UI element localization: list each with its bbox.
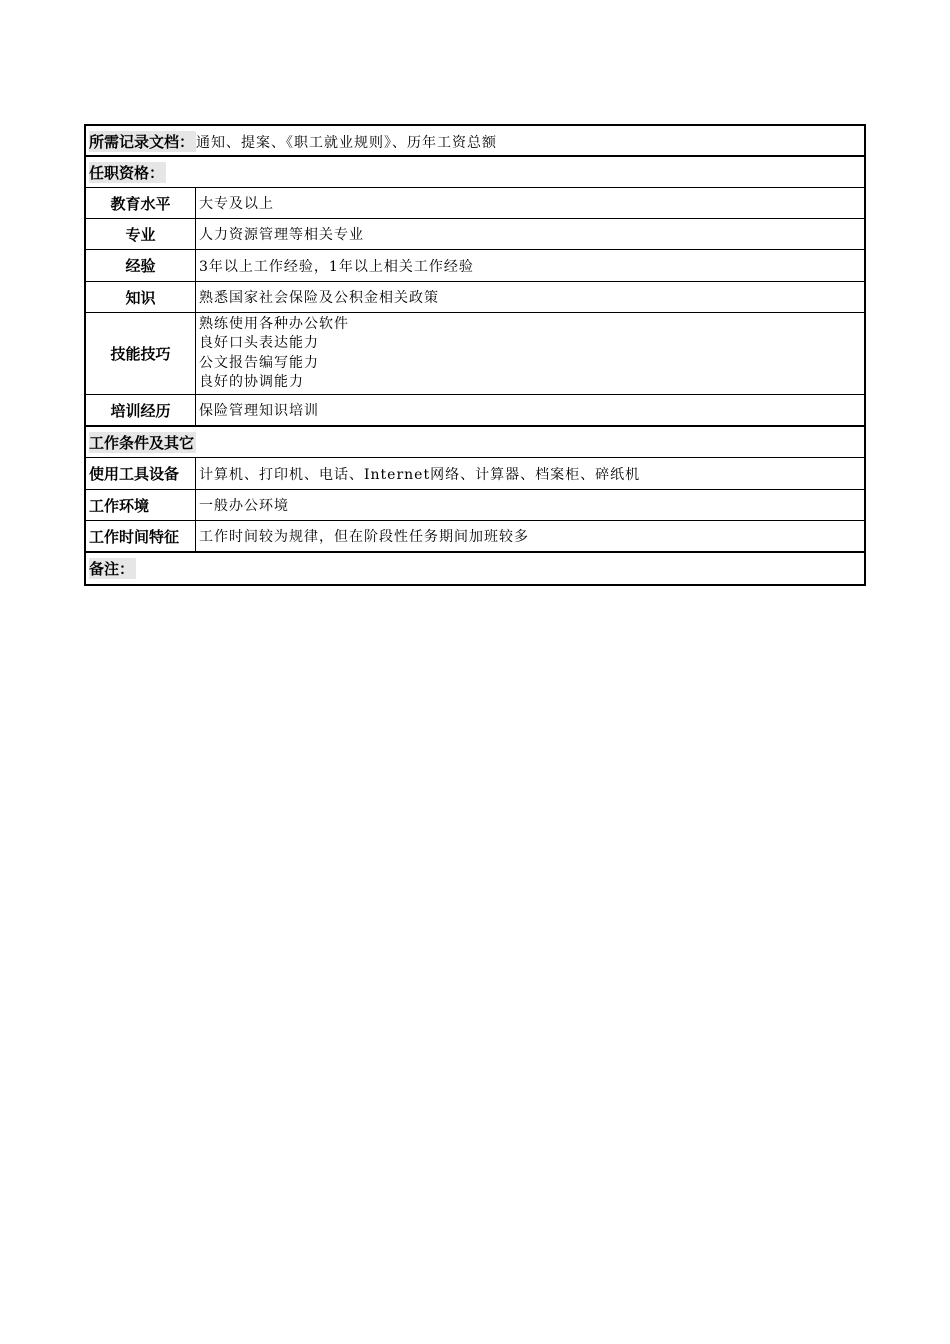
skills-label: 技能技巧: [86, 313, 196, 394]
training-value: 保险管理知识培训: [199, 403, 319, 419]
qualifications-header-row: [86, 157, 864, 188]
conditions-title: 工作条件及其它: [89, 434, 195, 452]
qualifications-title: 任职资格：: [89, 164, 165, 182]
notes-row: [86, 553, 864, 584]
knowledge-label: 知识: [86, 282, 196, 312]
education-value: 大专及以上: [199, 196, 274, 212]
qualification-row-experience: [86, 250, 864, 282]
conditions-header-row: [86, 427, 864, 458]
qualification-row-education: [86, 188, 864, 219]
experience-value: 3年以上工作经验，1年以上相关工作经验: [199, 258, 474, 275]
skill-line: 良好的协调能力: [199, 374, 304, 390]
experience-label: 经验: [86, 250, 196, 281]
qualification-row-major: [86, 219, 864, 250]
major-value: 人力资源管理等相关专业: [199, 227, 364, 243]
environment-label: 工作环境: [86, 490, 196, 520]
required-documents-value: 通知、提案、《职工就业规则》、历年工资总额: [196, 134, 498, 151]
education-label: 教育水平: [86, 188, 196, 218]
tools-value: 计算机、打印机、电话、Internet网络、计算器、档案柜、碎纸机: [199, 466, 641, 483]
qualification-row-knowledge: [86, 282, 864, 313]
skill-line: 熟练使用各种办公软件: [199, 315, 349, 332]
required-documents-row: [86, 126, 864, 157]
condition-row-environment: [86, 490, 864, 521]
work-time-label: 工作时间特征: [86, 521, 196, 551]
required-documents-label: 所需记录文档：: [89, 133, 195, 151]
skill-line: 公文报告编写能力: [199, 354, 319, 371]
environment-value: 一般办公环境: [199, 498, 289, 514]
training-label: 培训经历: [86, 395, 196, 425]
notes-label: 备注：: [89, 560, 135, 578]
qualification-row-training: [86, 395, 864, 427]
tools-label: 使用工具设备: [86, 458, 196, 489]
work-time-value: 工作时间较为规律，但在阶段性任务期间加班较多: [199, 529, 529, 545]
knowledge-value: 熟悉国家社会保险及公积金相关政策: [199, 290, 439, 306]
qualification-row-skills: [86, 313, 864, 395]
condition-row-work-time: [86, 521, 864, 553]
skills-value: [196, 313, 864, 394]
job-description-table: [84, 124, 866, 586]
major-label: 专业: [86, 219, 196, 249]
condition-row-tools: [86, 458, 864, 490]
skill-line: 良好口头表达能力: [199, 335, 319, 351]
